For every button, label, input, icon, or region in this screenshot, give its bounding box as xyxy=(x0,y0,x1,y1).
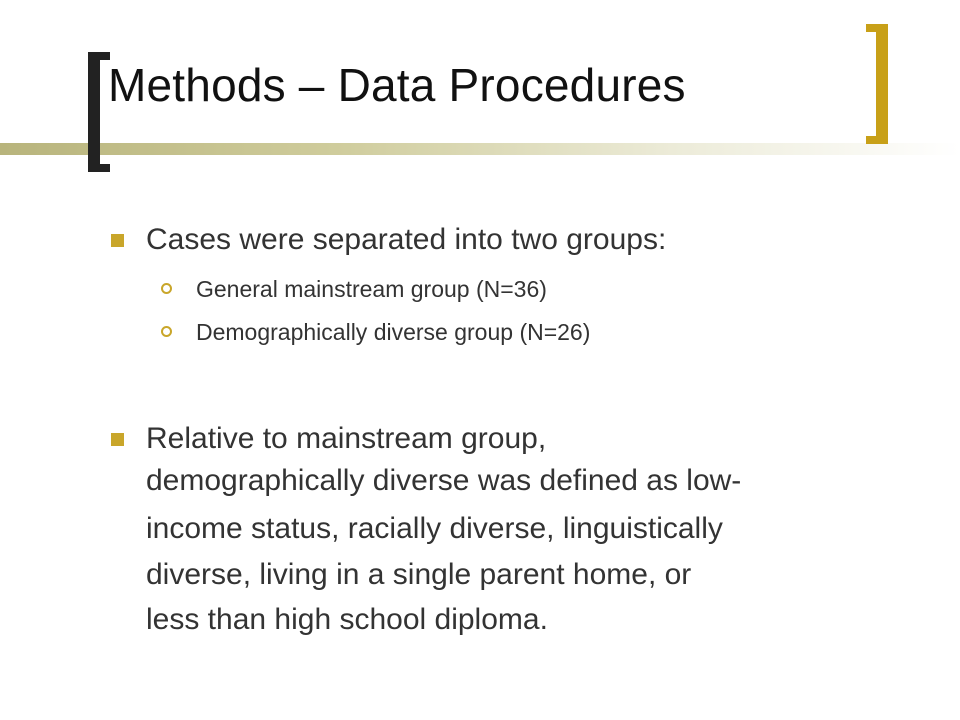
bullet-text: Cases were separated into two groups: xyxy=(146,223,667,256)
slide-title: Methods – Data Procedures xyxy=(108,59,686,111)
bullet-text-line: less than high school diploma. xyxy=(146,603,548,636)
square-bullet-icon xyxy=(111,433,124,446)
circle-bullet-icon xyxy=(161,283,172,294)
bullet-text-line: diverse, living in a single parent home, or xyxy=(146,558,692,591)
square-bullet-icon xyxy=(111,234,124,247)
right-bracket-decoration xyxy=(866,24,888,144)
bullet-text-line: Relative to mainstream group, xyxy=(146,422,547,455)
bullet-text-line: demographically diverse was defined as low- xyxy=(146,464,742,497)
left-bracket-decoration xyxy=(88,52,110,172)
bullet-text-line: income status, racially diverse, linguistically xyxy=(146,512,723,545)
sub-bullet-text: Demographically diverse group (N=26) xyxy=(196,319,591,345)
circle-bullet-icon xyxy=(161,326,172,337)
title-underline-bar xyxy=(0,143,960,155)
sub-bullet-text: General mainstream group (N=36) xyxy=(196,276,547,302)
